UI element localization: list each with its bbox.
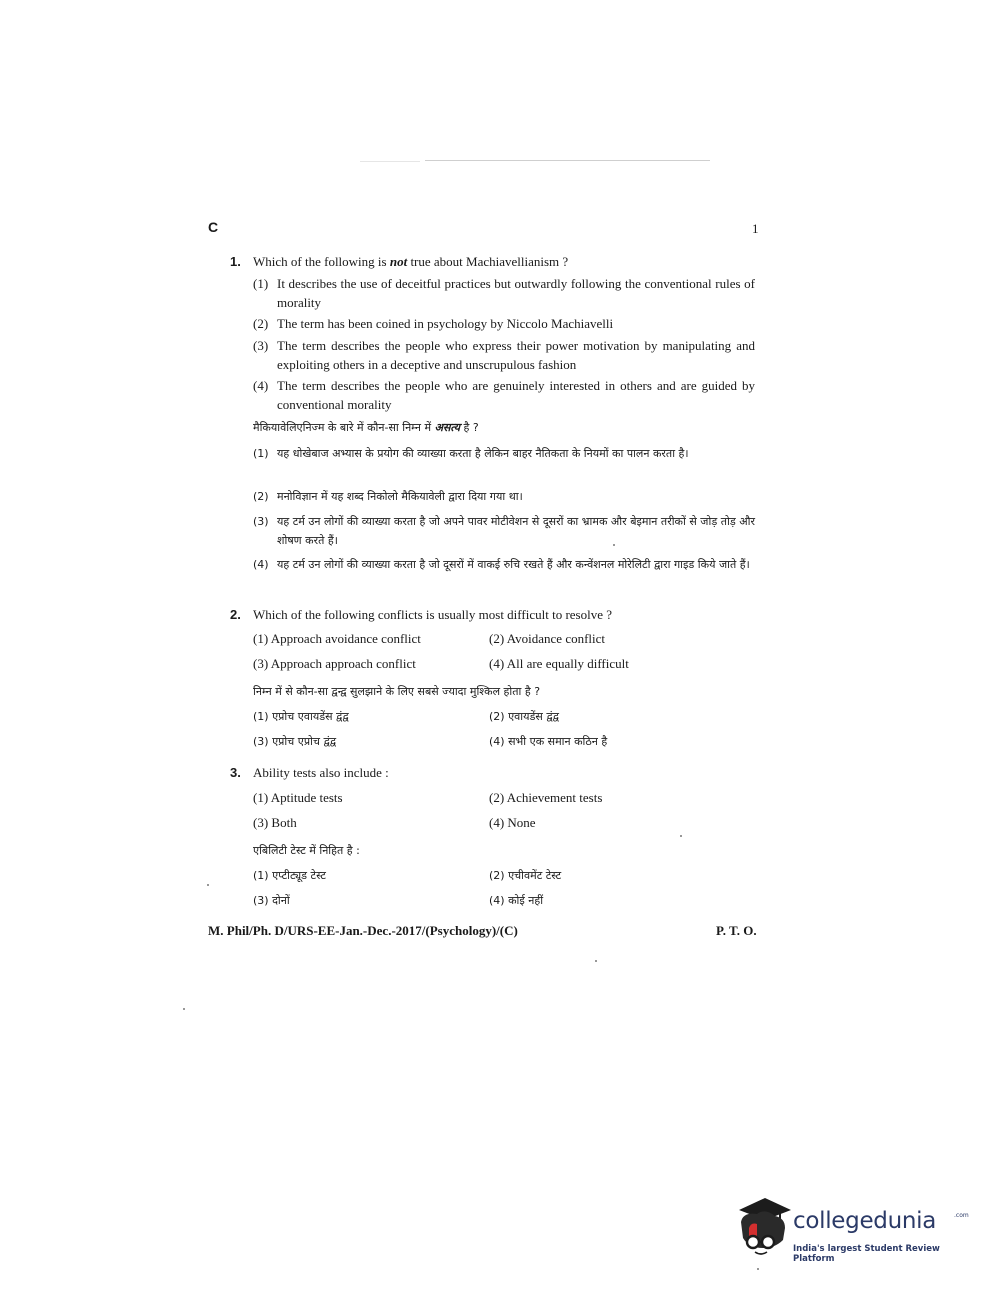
question-2-hindi-text: निम्न में से कौन-सा द्वन्द्व सुलझाने के लिए सबसे ज्यादा मुश्किल होता है ?: [253, 685, 541, 698]
question-3-hindi-option-2: (2) एचीवमेंट टेस्ट: [489, 869, 562, 882]
brand-wordmark: collegedunia: [793, 1208, 937, 1234]
mascot-logo-icon: [735, 1196, 793, 1258]
brand-domain-suffix: .com: [954, 1212, 969, 1219]
question-2-hindi-option-3: (3) एप्रोच एप्रोच द्वंद्व: [253, 735, 337, 748]
question-1-hindi-option-1: (1) यह धोखेबाज अभ्यास के प्रयोग की व्याख्या करता है लेकिन बाहर नैतिकता के नियमों का पालन करता है।: [253, 447, 689, 460]
top-faint-rule: [425, 160, 710, 161]
question-1-hindi-option-4: (4) यह टर्म उन लोगों की व्याख्या करता है जो दूसरों में वाकई रुचि रखते हैं और कन्वेंशनल मोरेलिटी द्वारा गाइड किये जाते हैं।: [253, 558, 750, 571]
question-3-hindi-option-3: (3) दोनों: [253, 894, 290, 907]
question-1-hindi-option-2: (2) मनोविज्ञान में यह शब्द निकोलो मैकियावेली द्वारा दिया गया था।: [253, 490, 523, 503]
collegedunia-watermark: [735, 1196, 969, 1266]
question-3-option-2: (2) Achievement tests: [489, 790, 603, 805]
scan-speck: [613, 544, 615, 546]
top-faint-rule-left: [360, 161, 420, 162]
question-1-number: 1.: [230, 254, 241, 269]
question-1-option-4: (4) The term describes the people who are genuinely interested in others and are guided by conventional morality: [253, 378, 755, 412]
exam-code-footer: M. Phil/Ph. D/URS-EE-Jan.-Dec.-2017/(Psychology)/(C): [208, 923, 518, 938]
question-1-hindi-text: मैकियावेलिएनिज्म के बारे में कौन-सा निम्न में असत्य है ?: [253, 421, 479, 434]
scan-speck: [207, 884, 209, 886]
question-2-number: 2.: [230, 607, 241, 622]
question-3-hindi-option-1: (1) एप्टीट्यूड टेस्ट: [253, 869, 326, 882]
scan-speck: [183, 1008, 185, 1010]
question-3-number: 3.: [230, 765, 241, 780]
question-2-option-4: (4) All are equally difficult: [489, 656, 629, 671]
scan-speck: [757, 1268, 759, 1270]
page-number: 1: [752, 221, 759, 236]
question-1-text: Which of the following is not true about Machiavellianism ?: [253, 254, 569, 269]
question-3-hindi-text: एबिलिटी टेस्ट में निहित है :: [253, 844, 360, 857]
scan-speck: [595, 960, 597, 962]
question-2-hindi-option-2: (2) एवायडेंस द्वंद्व: [489, 710, 559, 723]
question-3-option-1: (1) Aptitude tests: [253, 790, 343, 805]
question-3-option-3: (3) Both: [253, 815, 297, 830]
question-2-hindi-option-4: (4) सभी एक समान कठिन है: [489, 735, 608, 748]
question-2-option-2: (2) Avoidance conflict: [489, 631, 606, 646]
series-letter: C: [208, 219, 219, 235]
question-3-text: Ability tests also include :: [253, 765, 389, 780]
brand-tagline: India's largest Student Review Platform: [793, 1244, 940, 1264]
question-2-option-1: (1) Approach avoidance conflict: [253, 631, 421, 646]
question-2-hindi-option-1: (1) एप्रोच एवायडेंस द्वंद्व: [253, 710, 349, 723]
question-3-option-4: (4) None: [489, 815, 536, 830]
question-1-option-3: (3) The term describes the people who express their power motivation by manipulating and exploiting others in a deceptive and unscrupulous fashion: [253, 338, 755, 372]
question-1-hindi-option-3: (3) यह टर्म उन लोगों की व्याख्या करता है जो अपने पावर मोटीवेशन से दूसरों का भ्रामक और बेइमान तरीकों से जोड़ तोड़ और शोषण करते हैं।: [253, 515, 755, 547]
pto-label: P. T. O.: [716, 923, 757, 938]
question-1-option-2: (2) The term has been coined in psychology by Niccolo Machiavelli: [253, 316, 614, 331]
question-3-hindi-option-4: (4) कोई नहीं: [489, 894, 544, 907]
question-2-text: Which of the following conflicts is usually most difficult to resolve ?: [253, 607, 612, 622]
question-2-option-3: (3) Approach approach conflict: [253, 656, 416, 671]
question-1-option-1: (1) It describes the use of deceitful practices but outwardly following the conventional rules of morality: [253, 276, 755, 310]
scan-speck: [680, 835, 682, 837]
